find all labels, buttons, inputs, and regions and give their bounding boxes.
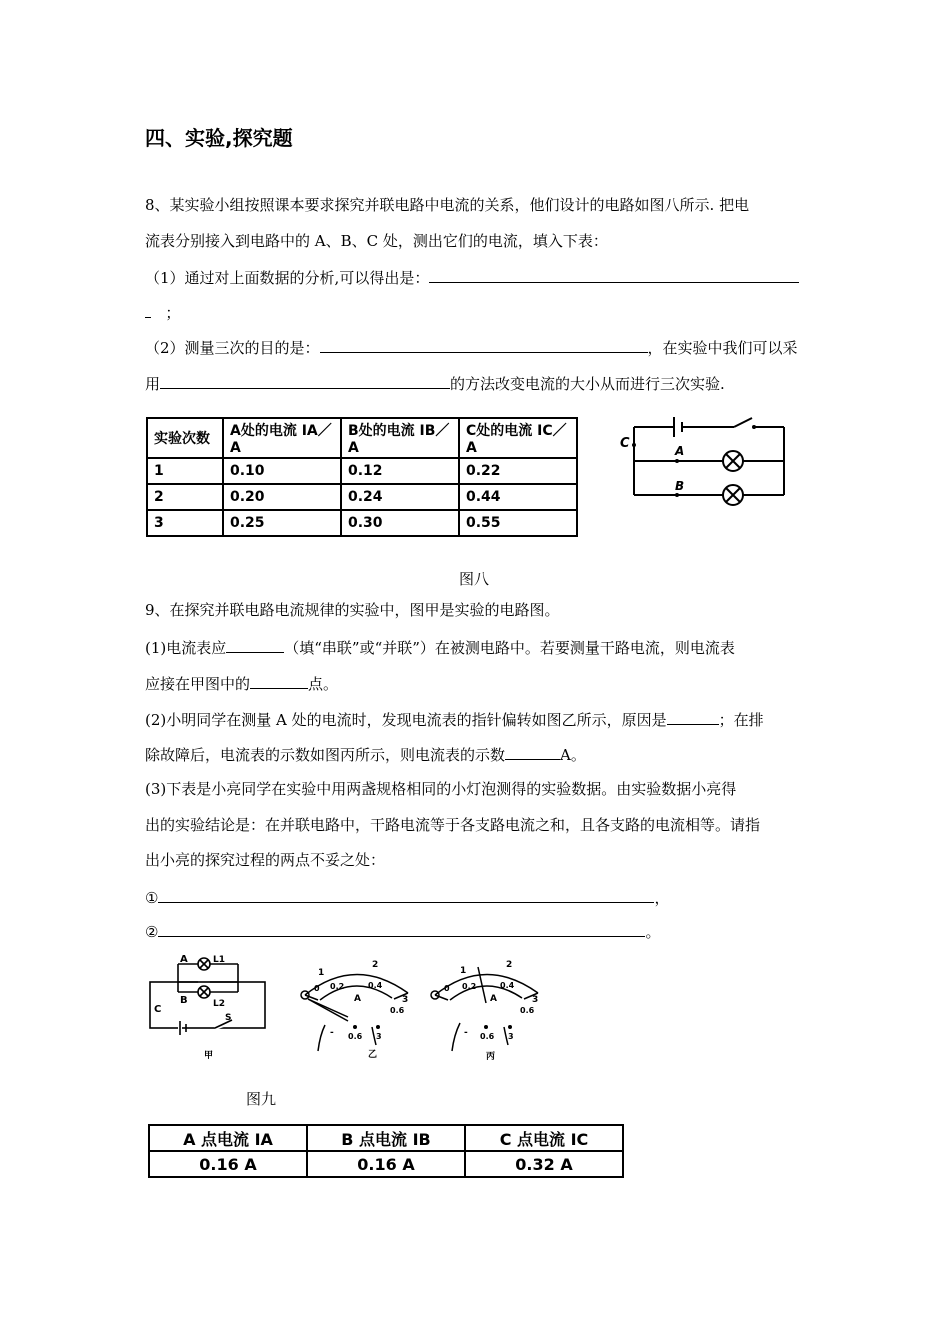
table-cell: 0.20 [223,484,341,510]
q8-semicolon: ； [165,304,181,322]
q9-line5 [145,743,586,765]
yi-scale-1: 1 [318,968,325,978]
table-cell: 0.10 [223,458,341,484]
q8-answer-blank-1[interactable] [429,266,799,283]
q9-circuit-jia [140,950,275,1065]
bing-terminal-3: 3 [508,1032,514,1041]
q9-line7: 出的实验结论是：在并联电路中，干路电流等于各支路电流之和，且各支路的电流相等。请指 [145,816,761,834]
bing-scale-2: 2 [506,960,513,970]
table-cell: 0.24 [341,484,459,510]
jia-label-b: B [180,995,188,1006]
item-marker-2: ② [145,923,159,941]
jia-label-l1: L1 [213,955,225,965]
q9-answer-blank-3[interactable] [667,708,719,725]
table-header-row [149,1125,623,1151]
q9-sub2-text-a: (2)小明同学在测量 A 处的电流时，发现电流表的指针偏转如图乙所示，原因是 [145,711,667,729]
yi-scale-0: 0 [314,984,320,993]
q8-sub3-text-b: 的方法改变电流的大小从而进行三次实验. [450,375,725,393]
q8-answer-blank-2[interactable] [320,336,648,353]
bing-scale-3: 3 [532,995,539,1005]
q9-sub2-text-d: A。 [560,746,586,764]
bing-scale-04: 0.4 [500,981,515,990]
table-row [147,510,577,536]
bing-scale-02: 0.2 [462,982,477,991]
figure-9-caption: 图九 [246,1090,277,1108]
table-header: C处的电流 IC／A [459,418,577,458]
q9-line4 [145,708,764,730]
q8-answer-blank-1-cont[interactable] [145,301,151,318]
q9-sub1-text-a: (1)电流表应 [145,639,227,657]
q9-sub1-text-b: （填“串联”或“并联”）在被测电路中。若要测量干路电流，则电流表 [284,639,735,657]
q8-line1: 8、某实验小组按照课本要求探究并联电路中电流的关系，他们设计的电路如图八所示. 把电 [145,196,750,214]
jia-label-l2: L2 [213,999,225,1009]
item-end-2: 。 [645,923,661,941]
caption-yi: 乙 [368,1050,378,1060]
q8-sub2-text-b: ，在实验中我们可以采 [647,339,798,357]
q9-item2 [145,920,660,942]
q9-sub1-text-c: 应接在甲图中的 [145,675,251,693]
caption-bing: 丙 [486,1052,496,1062]
bing-terminal-06: 0.6 [480,1032,495,1041]
table-header: A 点电流 IA [149,1125,307,1151]
table-header: C 点电流 IC [465,1125,623,1151]
q8-line5 [145,336,798,358]
q9-answer-blank-6[interactable] [158,920,645,937]
label-c: C [620,436,630,451]
item-marker-1: ① [145,889,159,907]
q8-line4 [145,301,180,323]
q9-answer-blank-1[interactable] [226,636,284,653]
bing-scale-06: 0.6 [520,1006,535,1015]
q9-sub1-text-d: 点。 [308,675,339,693]
table-header: A处的电流 IA／A [223,418,341,458]
table-row [149,1151,623,1177]
q9-answer-blank-2[interactable] [250,672,308,689]
yi-terminal-3: 3 [376,1032,382,1041]
q8-sub1-text: （1）通过对上面数据的分析,可以得出是： [145,269,430,287]
table-header: B 点电流 IB [307,1125,465,1151]
q8-line3 [145,266,799,288]
yi-terminal-06: 0.6 [348,1032,363,1041]
q8-line2: 流表分别接入到电路中的 A、B、C 处，测出它们的电流，填入下表： [145,232,608,250]
bing-scale-0: 0 [444,984,450,993]
q9-line2 [145,636,735,658]
q8-sub2-text: （2）测量三次的目的是： [145,339,320,357]
q9-sub2-text-c: 除故障后，电流表的示数如图丙所示，则电流表的示数 [145,746,506,764]
q9-answer-blank-5[interactable] [158,886,654,903]
table-cell: 0.25 [223,510,341,536]
q9-line6: (3)下表是小亮同学在实验中用两盏规格相同的小灯泡测得的实验数据。由实验数据小亮得 [145,780,737,798]
table-header-row [147,418,577,458]
yi-unit: A [354,994,361,1004]
section-title: 四、实验,探究题 [145,126,293,150]
table-cell: 0.30 [341,510,459,536]
label-a: A [675,444,685,458]
table-header: 实验次数 [147,418,223,458]
yi-scale-06: 0.6 [390,1006,405,1015]
item-end-1: ， [654,889,670,907]
table-cell: 0.22 [459,458,577,484]
bing-terminal-minus: - [464,1028,468,1038]
table-cell: 1 [147,458,223,484]
q9-sub2-text-b: ；在排 [718,711,764,729]
q9-line8: 出小亮的探究过程的两点不妥之处： [145,851,386,869]
q9-item1 [145,886,669,908]
q9-line1: 9、在探究并联电路电流规律的实验中，图甲是实验的电路图。 [145,601,560,619]
table-cell: 0.12 [341,458,459,484]
jia-label-c: C [154,1004,162,1015]
table-cell: 2 [147,484,223,510]
q9-ammeter-bing [420,955,550,1065]
table-row [147,484,577,510]
table-row [147,458,577,484]
yi-terminal-minus: - [330,1028,334,1038]
bing-scale-1: 1 [460,966,467,976]
q9-ammeter-yi [290,955,420,1065]
table-cell: 0.16 A [149,1151,307,1177]
table-cell: 3 [147,510,223,536]
q9-line3 [145,672,338,694]
table-cell: 0.16 A [307,1151,465,1177]
q8-line6 [145,372,725,394]
figure-8-caption: 图八 [459,570,490,588]
jia-label-s: S [225,1013,232,1023]
bing-unit: A [490,994,497,1004]
yi-scale-3: 3 [402,995,409,1005]
q8-answer-blank-3[interactable] [160,372,450,389]
yi-scale-2: 2 [372,960,379,970]
q9-answer-blank-4[interactable] [505,743,560,760]
q8-circuit-diagram [612,403,797,528]
q9-data-table [148,1124,624,1178]
q8-sub3-text-a: 用 [145,375,161,393]
yi-scale-04: 0.4 [368,981,383,990]
q8-data-table [146,417,578,537]
caption-jia: 甲 [204,1051,214,1061]
table-header: B处的电流 IB／A [341,418,459,458]
table-cell: 0.44 [459,484,577,510]
table-cell: 0.55 [459,510,577,536]
table-cell: 0.32 A [465,1151,623,1177]
jia-label-a: A [180,954,188,965]
yi-scale-02: 0.2 [330,982,345,991]
label-b: B [675,479,685,493]
